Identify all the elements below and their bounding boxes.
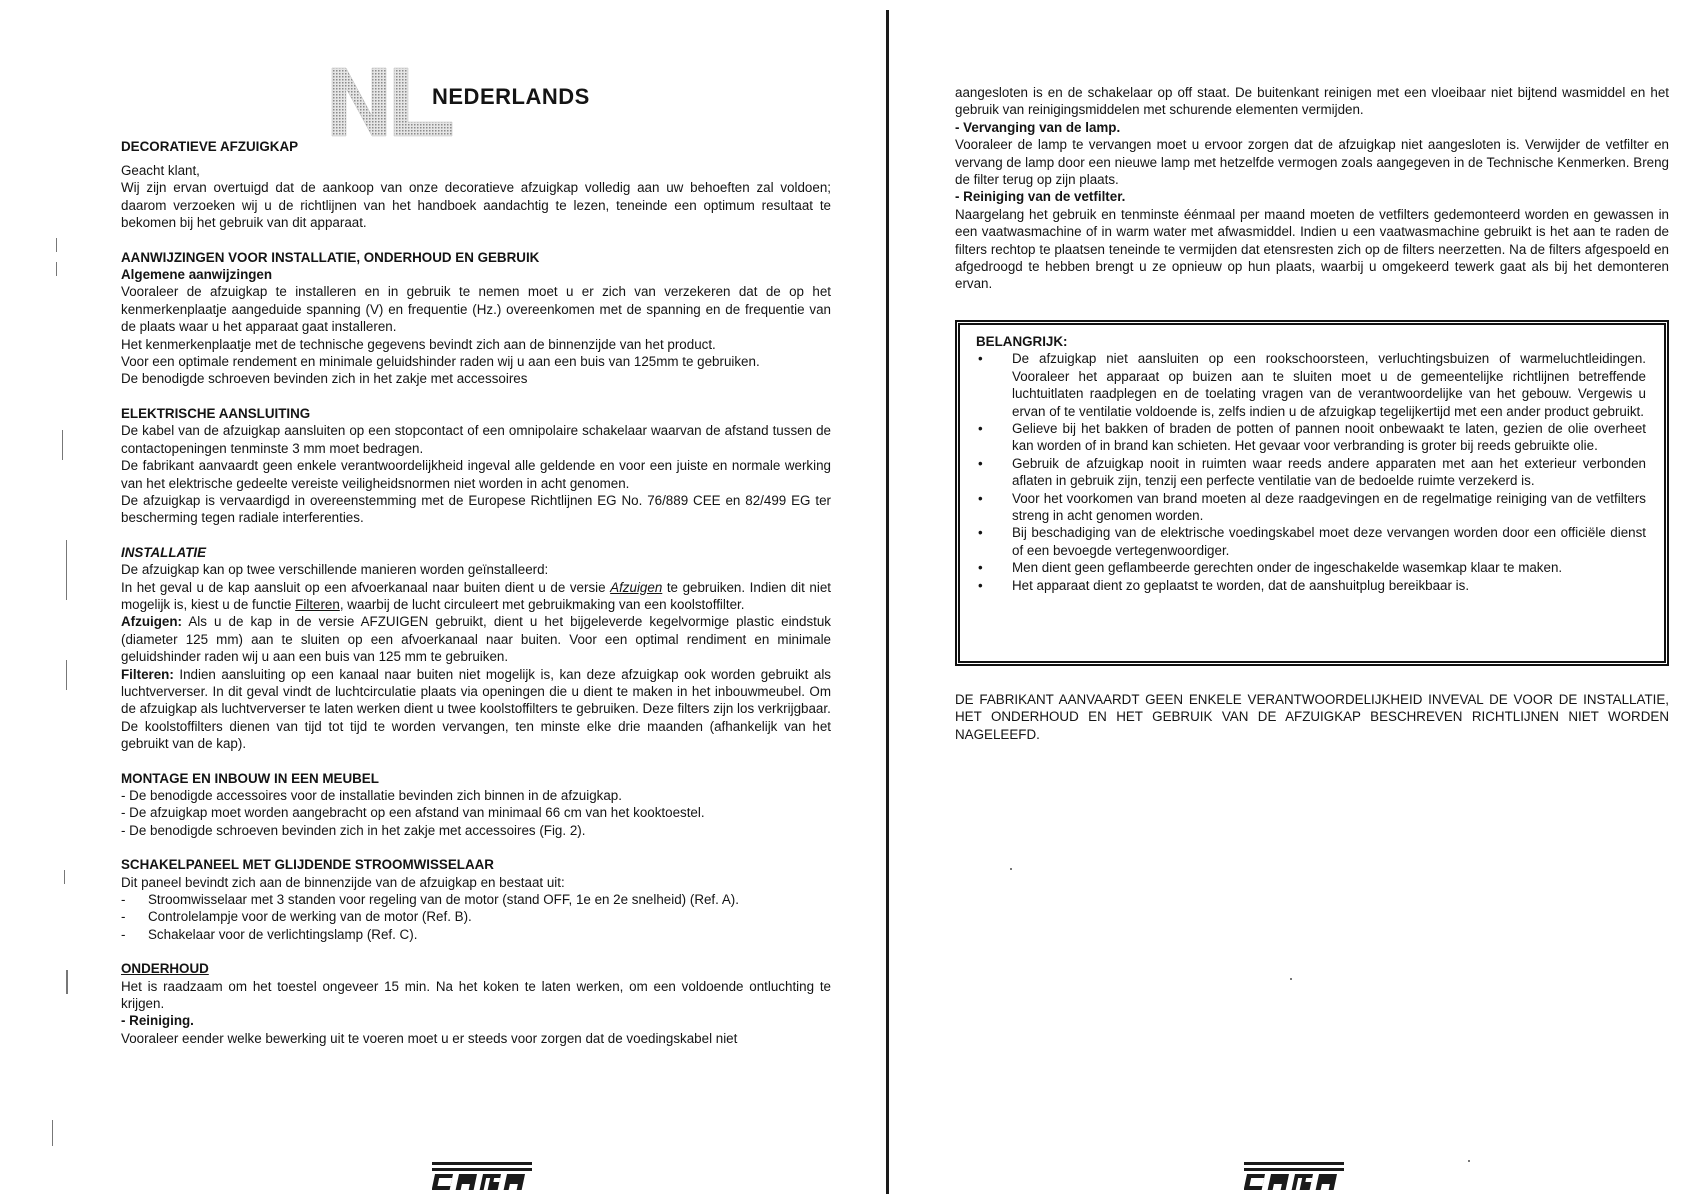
paragraph: De fabrikant aanvaardt geen enkele verantwoordelijkheid ingeval alle geldende en voor een juiste en normale werking van het elektrische gedeelte vereiste veiligheidsnormen niet worden in acht genomen.: [121, 458, 831, 491]
list-item: • Men dient geen geflambeerde gerechten onder de ingeschakelde wasemkap klaar te maken.: [976, 559, 1646, 576]
section-heading: MONTAGE EN INBOUW IN EEN MEUBEL: [121, 770, 379, 786]
intro-paragraph: Wij zijn ervan overtuigd dat de aankoop van onze decoratieve afzuigkap volledig aan uw behoeften zal voldoen; daarom verzoeken wij u de richtlijnen van het handboek aandachtig te lezen, teneinde een optimum resultaat te bekomen bij het gebruik van dit apparaat.: [121, 180, 831, 231]
list-item: • Bij beschadiging van de elektrische voedingskabel moet deze vervangen worden door een officiële dienst of een bevoegde vertegenwoordiger.: [976, 524, 1646, 559]
paragraph: De benodigde schroeven bevinden zich in het zakje met accessoires: [121, 371, 528, 387]
paragraph: Vooraleer de afzuigkap te installeren en in gebruik te nemen moet u er zich van verzekeren dat de op het kenmerkenplaatje aangeduide spanning (V) en frequentie (Hz.) overeenkomen met de spanning en de frequentie van de plaats waar u het apparaat gaat installeren.: [121, 284, 831, 335]
paragraph: De koolstoffilters dienen van tijd tot tijd te worden vervangen, ten minste elke drie maanden (afhankelijk van het gebruikt van de kap).: [121, 718, 831, 752]
important-heading: BELANGRIJK:: [976, 334, 1068, 349]
section-heading: ELEKTRISCHE AANSLUITING: [121, 405, 311, 421]
language-title: NEDERLANDS: [432, 84, 590, 109]
right-page: [880, 0, 1686, 1194]
scan-speck: [66, 540, 67, 600]
scan-speck: [66, 970, 68, 994]
section-heading: INSTALLATIE: [121, 544, 207, 560]
cata-brand-logo: [1244, 1160, 1346, 1196]
paragraph: Dit paneel bevindt zich aan de binnenzijde van de afzuigkap en bestaat uit:: [121, 874, 565, 890]
scan-speck: [52, 1120, 53, 1146]
montage-section: [121, 770, 831, 840]
paragraph: [121, 579, 831, 614]
left-column: [121, 162, 831, 1047]
text-run: te gebruiken. Indien dit niet mogelijk is, kiest u de functie: [121, 579, 832, 612]
paragraph: Vooraleer eender welke bewerking uit te voeren moet u er steeds voor zorgen dat de voedingskabel niet: [121, 1030, 738, 1046]
paragraph: De afzuigkap is vervaardigd in overeenstemming met de Europese Richtlijnen EG No. 76/889 CEE en 82/499 EG ter bescherming tegen radiale interferenties.: [121, 492, 831, 526]
list-item: • Gebruik de afzuigkap nooit in ruimten waar reeds andere apparaten met aan het exterieur verbonden aflaten in gebruik zijn, tenzij een perfecte ventilatie van de bedoelde ruimte verzekerd is.: [976, 455, 1646, 490]
scan-speck: [1290, 978, 1292, 980]
list-item: • De afzuigkap niet aansluiten op een rookschoorsteen, verluchtingsbuizen of warmeluchtleidingen. Vooraleer het apparaat op buizen aan te sluiten moet u de gemeentelijke richtlijnen betreffende luchtuitlaten raadplegen en de toelating vragen van de verantwoordelijke van het gebouw. Vergewis u ervan of te ventilatie voldoende is, zelfs indien u de afzuigkap tegelijkertijd met een ander product gebruikt.: [976, 350, 1646, 420]
right-column: [955, 84, 1669, 293]
paragraph: [121, 613, 831, 665]
scan-speck: [66, 660, 67, 690]
list-item: - Controlelampje voor de werking van de motor (Ref. B).: [121, 908, 831, 925]
paragraph: Het kenmerkenplaatje met de technische gegevens bevindt zich aan de binnenzijde van het product.: [121, 336, 716, 352]
sub-heading: - Reiniging van de vetfilter.: [955, 189, 1126, 205]
switch-list: [121, 891, 831, 943]
manufacturer-disclaimer: DE FABRIKANT AANVAARDT GEEN ENKELE VERANTWOORDELIJKHEID INVEVAL DE VOOR DE INSTALLATIE, HET ONDERHOUD EN HET GEBRUIK VAN DE AFZUIGKAP BESCHREVEN RICHTLIJNEN NIET WORDEN NAGELEEFD.: [955, 692, 1669, 742]
text-run: In het geval u de kap aansluit op een afvoerkanaal naar buiten dient u de versie: [121, 579, 611, 595]
greeting: Geacht klant,: [121, 163, 200, 178]
list-item: - De afzuigkap moet worden aangebracht op een afstand van minimaal 66 cm van het kooktoestel.: [121, 805, 705, 821]
maintenance-section: [121, 960, 831, 1047]
list-item: • Voor het voorkomen van brand moeten al deze raadgevingen en de regelmatige reiniging van de vetfilters streng in acht genomen worden.: [976, 490, 1646, 525]
section-heading: SCHAKELPANEEL MET GLIJDENDE STROOMWISSELAAR: [121, 857, 494, 873]
list-item: • Gelieve bij het bakken of braden de potten of pannen nooit onbewaakt te laten, gezien de olie overheet kan worden of in brand kan schieten. Het gevaar voor verbranding is groter bij reeds gebruikte olie.: [976, 420, 1646, 455]
scan-speck: [56, 238, 57, 252]
scan-speck: [64, 870, 65, 884]
paragraph: [121, 666, 831, 718]
paragraph: Voor een optimale rendement en minimale geluidshinder raden wij u aan een buis van 125mm te gebruiken.: [121, 354, 760, 370]
important-list: [976, 350, 1646, 594]
sub-heading: Algemene aanwijzingen: [121, 267, 273, 283]
list-item: • Het apparaat dient zo geplaatst te worden, dat de aanshuitplug bereikbaar is.: [976, 577, 1646, 594]
text-run: Indien aansluiting op een kanaal naar buiten niet mogelijk is, kan deze afzuigkap ook worden gebruikt als luchtververser. In dit geval vindt de luchtcirculatie plaats via openingen die u dient te maken in het inbouwmeubel. Om de afzuigkap als luchtververser te laten werken dient u twee koolstoffilters te gebruiken. Deze filters zijn los verkrijgbaar.: [121, 666, 831, 717]
paragraph: Vooraleer de lamp te vervangen moet u ervoor zorgen dat de afzuigkap niet aangesloten is. Verwijder de vetfilter en vervang de lamp door een nieuwe lamp met hetzelfde vermogen zoals aangegeven in de Technische Kenmerken. Breng de filter terug op zijn plaats.: [955, 137, 1669, 188]
afzuigen-link[interactable]: Afzuigen: [610, 579, 663, 595]
filteren-link[interactable]: Filteren: [295, 596, 340, 612]
paragraph: Naargelang het gebruik en tenminste éénmaal per maand moeten de vetfilters gedemonteerd worden en gewassen in een vaatwasmachine of in warm water met afwasmiddel. Indien u een vaatwasmachine gebruikt is het aan te raden de filters rechtop te plaatsen teneinde te vermijden dat etensresten zich op de filters neerzetten. Na de filters afgespoeld en afgedroogd te hebben brengt u ze opnieuw op hun plaats, waarbij u omgekeerd tewerk gaat als bij het demonteren ervan.: [955, 206, 1669, 292]
filteren-label: Filteren:: [121, 666, 174, 682]
electrical-section: [121, 405, 831, 527]
section-heading: ONDERHOUD: [121, 961, 209, 977]
list-item: - De benodigde accessoires voor de installatie bevinden zich binnen in de afzuigkap.: [121, 788, 622, 803]
text-run: , waarbij de lucht circuleert met gebruikmaking van een koolstoffilter.: [339, 596, 745, 612]
switch-panel-section: [121, 856, 831, 943]
text-run: Als u de kap in de versie AFZUIGEN gebruikt, dient u het bijgeleverde kegelvormige plastic eindstuk (diameter 125 mm) aan te sluiten op een afvoerkanaal naar buiten. Voor een optimal rendiment en minimale geluidshinder raden wij u aan een buis van 125 mm te gebruiken.: [121, 614, 831, 665]
sub-heading: - Vervanging van de lamp.: [955, 119, 1121, 135]
cata-brand-logo: [432, 1160, 534, 1196]
document-title: DECORATIEVE AFZUIGKAP: [121, 139, 299, 154]
paragraph: Het is raadzaam om het toestel ongeveer 15 min. Na het koken te laten werken, om een voldoende ontluchting te krijgen.: [121, 978, 831, 1012]
list-item: - Schakelaar voor de verlichtingslamp (Ref. C).: [121, 926, 831, 943]
afzuigen-label: Afzuigen:: [121, 614, 182, 630]
list-item: - Stroomwisselaar met 3 standen voor regeling van de motor (stand OFF, 1e en 2e snelheid) (Ref. A).: [121, 891, 831, 908]
list-item: - De benodigde schroeven bevinden zich in het zakje met accessoires (Fig. 2).: [121, 822, 586, 838]
sub-heading: - Reiniging.: [121, 1013, 194, 1029]
scan-speck: [1468, 1160, 1470, 1162]
installation-section: [121, 544, 831, 753]
scan-speck: [1010, 868, 1012, 870]
important-notice-box: [955, 320, 1669, 666]
paragraph: aangesloten is en de schakelaar op off staat. De buitenkant reinigen met een vloeibaar niet bijtend wasmiddel en het gebruik van reinigingsmiddelen met schurende elementen vermijden.: [955, 85, 1669, 118]
scan-speck: [56, 262, 57, 276]
section-heading: AANWIJZINGEN VOOR INSTALLATIE, ONDERHOUD EN GEBRUIK: [121, 249, 540, 265]
paragraph: De afzuigkap kan op twee verschillende manieren worden geïnstalleerd:: [121, 562, 549, 578]
scan-speck: [62, 430, 63, 460]
paragraph: De kabel van de afzuigkap aansluiten op een stopcontact of een omnipolaire schakelaar waarvan de afstand tussen de contactopeningen tenminste 3 mm moet bedragen.: [121, 423, 831, 456]
installation-instructions-section: [121, 249, 831, 388]
